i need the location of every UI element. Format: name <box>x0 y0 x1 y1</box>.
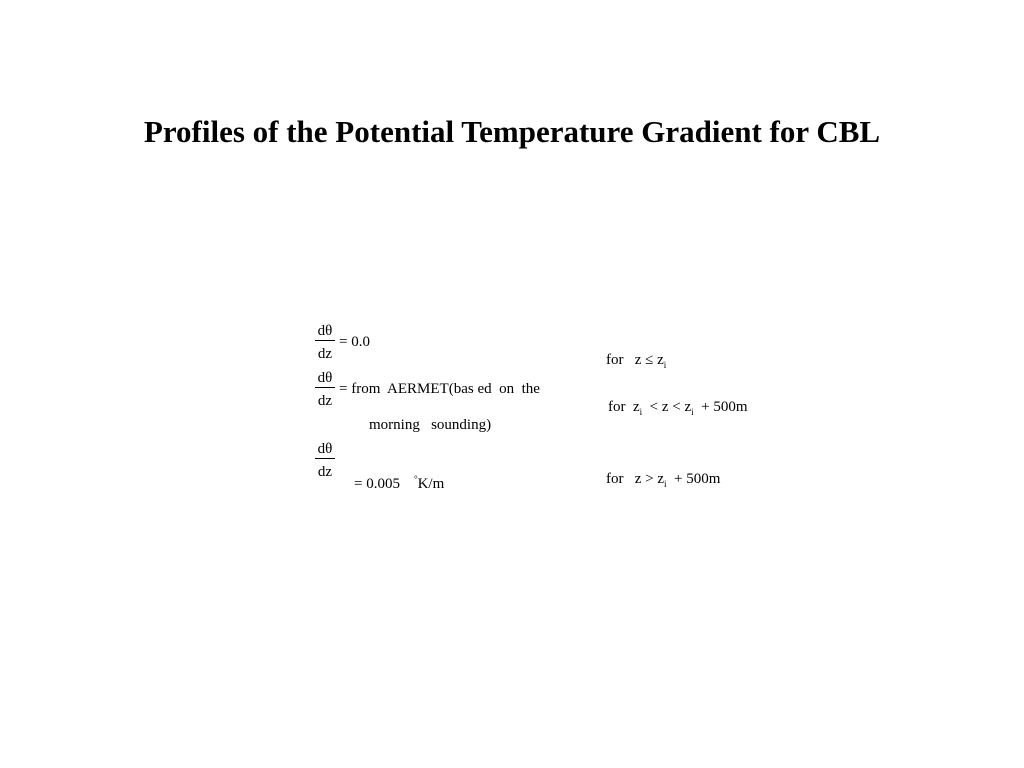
condition-text: for z > z <box>606 471 665 487</box>
subscript: i <box>664 479 667 489</box>
condition-text: + 500m <box>666 471 721 487</box>
equation-condition <box>593 380 748 439</box>
derivative-fraction <box>315 441 335 480</box>
condition-text: + 500m <box>693 399 748 415</box>
derivative-fraction <box>315 370 335 409</box>
equation-rhs <box>339 452 444 511</box>
fraction-denominator: dz <box>317 346 333 362</box>
subscript: i <box>639 407 643 417</box>
fraction-denominator: dz <box>317 464 333 480</box>
condition-text: < z < z <box>642 399 692 415</box>
slide-title: Profiles of the Potential Temperature Gradient for CBL <box>143 114 881 149</box>
fraction-numerator: dθ <box>315 323 335 341</box>
derivative-fraction <box>315 323 335 362</box>
rhs-value: = 0.005 <box>354 476 400 492</box>
equation-rhs-continuation: morning sounding) <box>369 417 492 433</box>
condition-text: for z ≤ z <box>606 352 664 368</box>
equation-rhs: = 0.0 <box>339 334 370 350</box>
fraction-numerator: dθ <box>315 441 335 459</box>
fraction-denominator: dz <box>317 393 333 409</box>
fraction-numerator: dθ <box>315 370 335 388</box>
subscript: i <box>691 407 694 417</box>
subscript: i <box>663 360 667 370</box>
equation-rhs: = from AERMET(bas ed on the <box>339 381 540 397</box>
degree-symbol: ° <box>413 474 418 484</box>
condition-text: for z <box>608 399 640 415</box>
rhs-unit: K/m <box>417 476 445 492</box>
equation-condition <box>591 452 720 511</box>
